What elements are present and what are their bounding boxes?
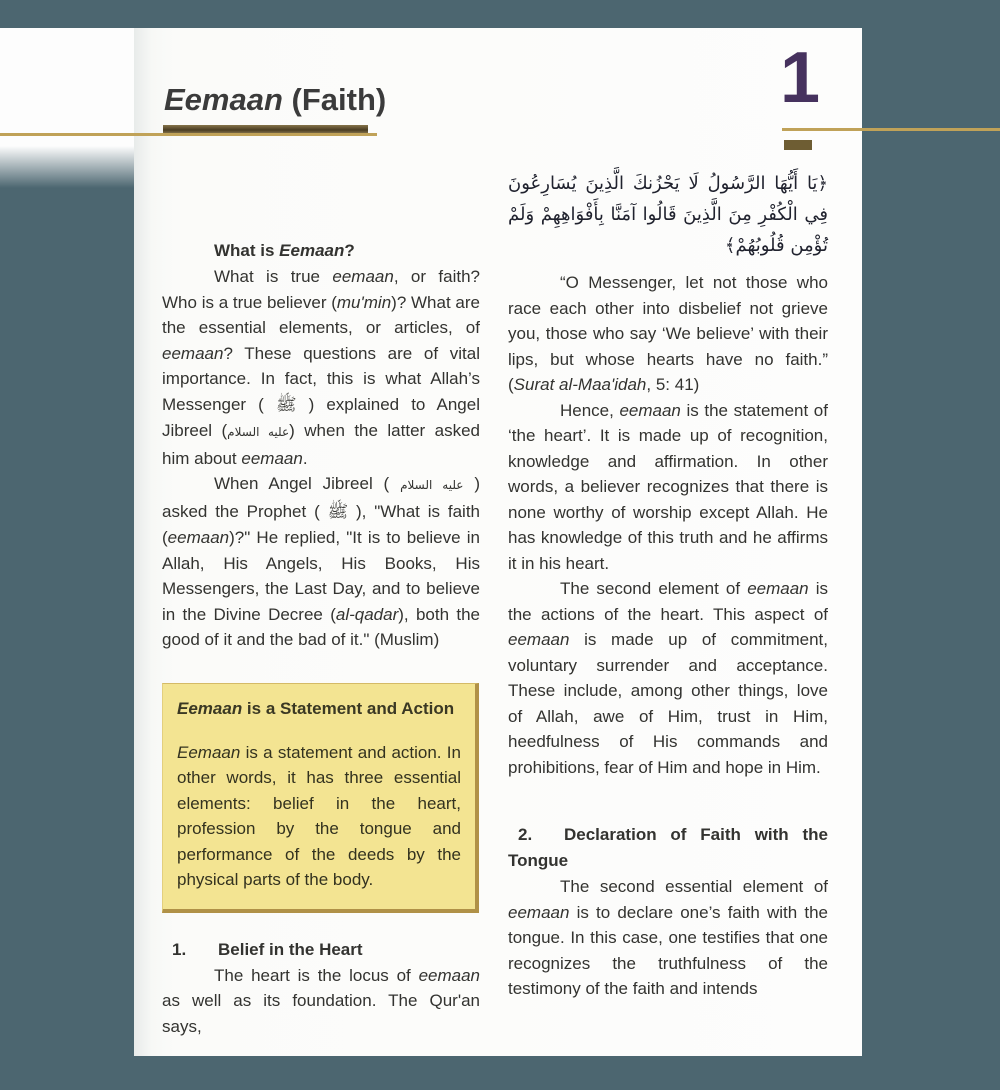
page-title: Eemaan (Faith) <box>164 82 387 117</box>
section-number: 2. <box>518 825 533 844</box>
highlight-box <box>162 683 479 913</box>
section-heading-declaration-of-faith <box>508 822 828 874</box>
quran-verse-arabic: ﴿يَا أَيُّهَا الرَّسُولُ لَا يَحْزُنكَ الَّذِينَ يُسَارِعُونَ فِي الْكُفْرِ مِنَ الَّذِينَ قَالُوا آمَنَّا بِأَفْوَاهِهِمْ وَلَمْ تُؤْمِن قُلُوبُهُمْ﴾ <box>508 173 828 256</box>
paragraph: What is true eemaan, or faith? Who is a true believer (mu'min)? What are the essential elements, or articles, of eemaan? These questions are of vital importance. In fact, this is what Allah’s Messenger ( ﷺ ) explained to Angel Jibreel (عليه السلام) when the latter asked him about eemaan. <box>162 267 481 468</box>
quran-translation: “O Messenger, let not those who race each other into disbelief not grieve you, those who say ‘We believe’ with their lips, but whose hearts have no faith.” (Surat al-Maa'idah, 5: 41) <box>508 273 828 394</box>
paragraph: When Angel Jibreel ( عليه السلام ) asked the Prophet ( ﷺ ), "What is faith (eemaan)?" He replied, "It is to believe in Allah, His Angels, His Books, His Messengers, the Last Day, and to believe in the Divine Decree (al-qadar), both the good of it and the bad of it." (Muslim) <box>162 474 480 649</box>
column-left <box>162 238 480 1039</box>
chapter-number-tab <box>784 140 812 150</box>
page-edge-glare <box>0 28 134 146</box>
highlight-box-body: Eemaan is a statement and action. In other words, it has three essential elements: belief in the heart, profession by the tongue and performance of the deeds by the physical parts of the body. <box>177 742 461 889</box>
gold-accent-line-right <box>782 128 1000 131</box>
gold-accent-line-left <box>0 133 377 136</box>
book-page <box>134 28 862 1056</box>
column-right <box>508 168 828 1002</box>
section-title: Declaration of Faith with the Tongue <box>508 825 828 870</box>
paragraph: The heart is the locus of eemaan as well as its foundation. The Qur'an says, <box>162 965 480 1036</box>
chapter-number: 1 <box>779 38 821 118</box>
page-edge-glare-fade <box>0 146 134 188</box>
paragraph: The second element of eemaan is the actions of the heart. This aspect of eemaan is made up of commitment, voluntary surrender and acceptance. These include, among other things, love of Allah, awe of Him, trust in Him, heedfulness of His commands and prohibitions, fear of Him and hope in Him. <box>508 579 829 777</box>
section-number: 1. <box>172 939 187 959</box>
section-title: Belief in the Heart <box>218 939 363 959</box>
paragraph: Hence, eemaan is the statement of ‘the heart’. It is made up of recognition, knowledge and affirmation. In other words, a believer recognizes that there is none worthy of worship except Allah. He has knowledge of this truth and he affirms it in his heart. <box>508 400 828 573</box>
section-heading-belief-in-the-heart <box>162 937 480 963</box>
paragraph: The second essential element of eemaan is to declare one’s faith with the tongue. In this case, one testifies that one recognizes the truthfulness of the testimony of the faith and intends <box>508 877 828 998</box>
highlight-box-heading: Eemaan is a Statement and Action <box>177 698 455 718</box>
heading-what-is-eemaan: What is Eemaan? <box>214 241 355 260</box>
